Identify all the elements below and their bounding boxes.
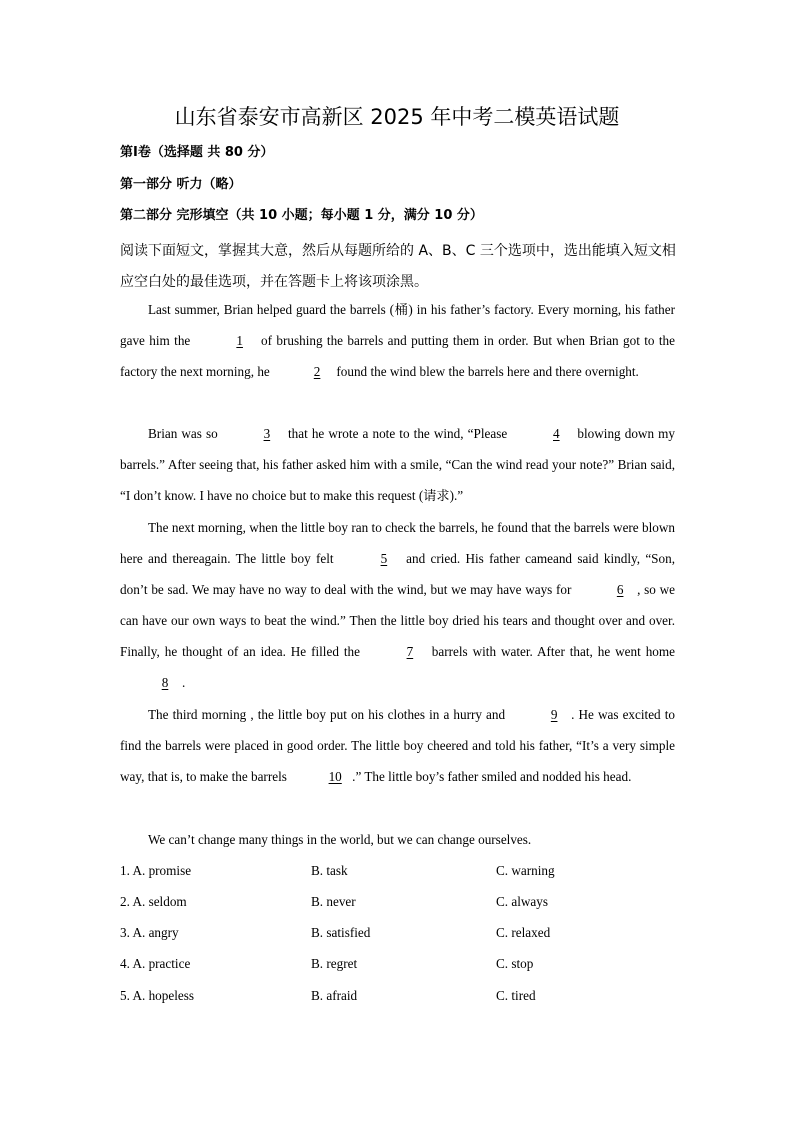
text: and cried. His father cameand said kindly, “Son, don’t be sad. We may have no way to deal with the wind, but we may have ways for	[120, 551, 675, 597]
blank-6: 6	[616, 582, 624, 597]
option-c: C. stop	[496, 956, 534, 971]
option-row	[120, 855, 680, 886]
passage-paragraph-4	[120, 699, 675, 792]
option-c: C. warning	[496, 863, 555, 878]
option-c: C. relaxed	[496, 925, 551, 940]
option-b: B. regret	[311, 956, 358, 971]
passage-paragraph-3	[120, 512, 675, 698]
option-a: 4. A. practice	[120, 956, 191, 971]
blank-4: 4	[553, 426, 560, 441]
text: The next morning, when the little boy ran to check the barrels, he found that the barrels were blown here and thereagain. The little boy felt	[120, 520, 675, 566]
option-row	[120, 948, 680, 979]
text: Last summer, Brian helped guard the barrels (桶) in his father’s factory. Every morning, his father gave him the	[120, 302, 675, 348]
text: The third morning , the little boy put on his clothes in a hurry and	[148, 707, 510, 722]
blank-2: 2	[313, 364, 321, 379]
option-b: B. never	[311, 894, 356, 909]
text: .	[182, 675, 186, 690]
text: .” The little boy’s father smiled and nodded his head.	[352, 769, 632, 784]
blank-8: 8	[161, 675, 169, 690]
text: , so we can have our own ways to beat the wind.” Then the little boy dried his tears and thought over and over. Finally, he thought of an idea. He filled the	[120, 582, 675, 659]
blank-1: 1	[236, 333, 243, 348]
text: Brian was so	[148, 426, 222, 441]
passage-paragraph-1	[120, 294, 675, 387]
passage-paragraph-5: We can’t change many things in the world, but we can change ourselves.	[148, 832, 532, 847]
passage-paragraph-2	[120, 418, 675, 511]
part2-heading: 第二部分 完形填空（共 10 小题；每小题 1 分，满分 10 分）	[120, 208, 483, 223]
section-heading: 第Ⅰ卷（选择题 共 80 分）	[120, 145, 274, 160]
option-c: C. tired	[496, 988, 536, 1003]
option-row	[120, 886, 680, 917]
blank-10: 10	[328, 769, 342, 784]
option-b: B. satisfied	[311, 925, 371, 940]
option-row	[120, 980, 680, 1011]
text: blowing down my barrels.” After seeing that, his father asked him with a smile, “Can the wind read your note?” Brian said, “I don’t know. I have no choice but to make this request (请求).”	[120, 426, 675, 503]
blank-7: 7	[406, 644, 414, 659]
text: of brushing the barrels and putting them in order. But when Brian got to the factory the next morning, he	[120, 333, 675, 379]
option-a: 1. A. promise	[120, 863, 192, 878]
blank-3: 3	[263, 426, 271, 441]
option-b: B. afraid	[311, 988, 358, 1003]
text: found the wind blew the barrels here and there overnight.	[333, 364, 639, 379]
text: barrels with water. After that, he went home	[426, 644, 675, 659]
text: that he wrote a note to the wind, “Please	[283, 426, 512, 441]
option-row	[120, 917, 680, 948]
option-a: 2. A. seldom	[120, 894, 187, 909]
option-b: B. task	[311, 863, 348, 878]
instructions: 阅读下面短文，掌握其大意，然后从每题所给的 A、B、C 三个选项中，选出能填入短文相应空白处的最佳选项，并在答题卡上将该项涂黑。	[120, 243, 676, 290]
blank-5: 5	[380, 551, 388, 566]
option-c: C. always	[496, 894, 549, 909]
text: . He was excited to find the barrels were placed in good order. The little boy cheered and told his father, “It’s a very simple way, that is, to make the barrels	[120, 707, 675, 784]
part1-heading: 第一部分 听力（略）	[120, 177, 242, 192]
page-title: 山东省泰安市高新区 2025 年中考二模英语试题	[174, 105, 620, 129]
blank-9: 9	[550, 707, 558, 722]
option-a: 5. A. hopeless	[120, 988, 194, 1003]
option-a: 3. A. angry	[120, 925, 179, 940]
